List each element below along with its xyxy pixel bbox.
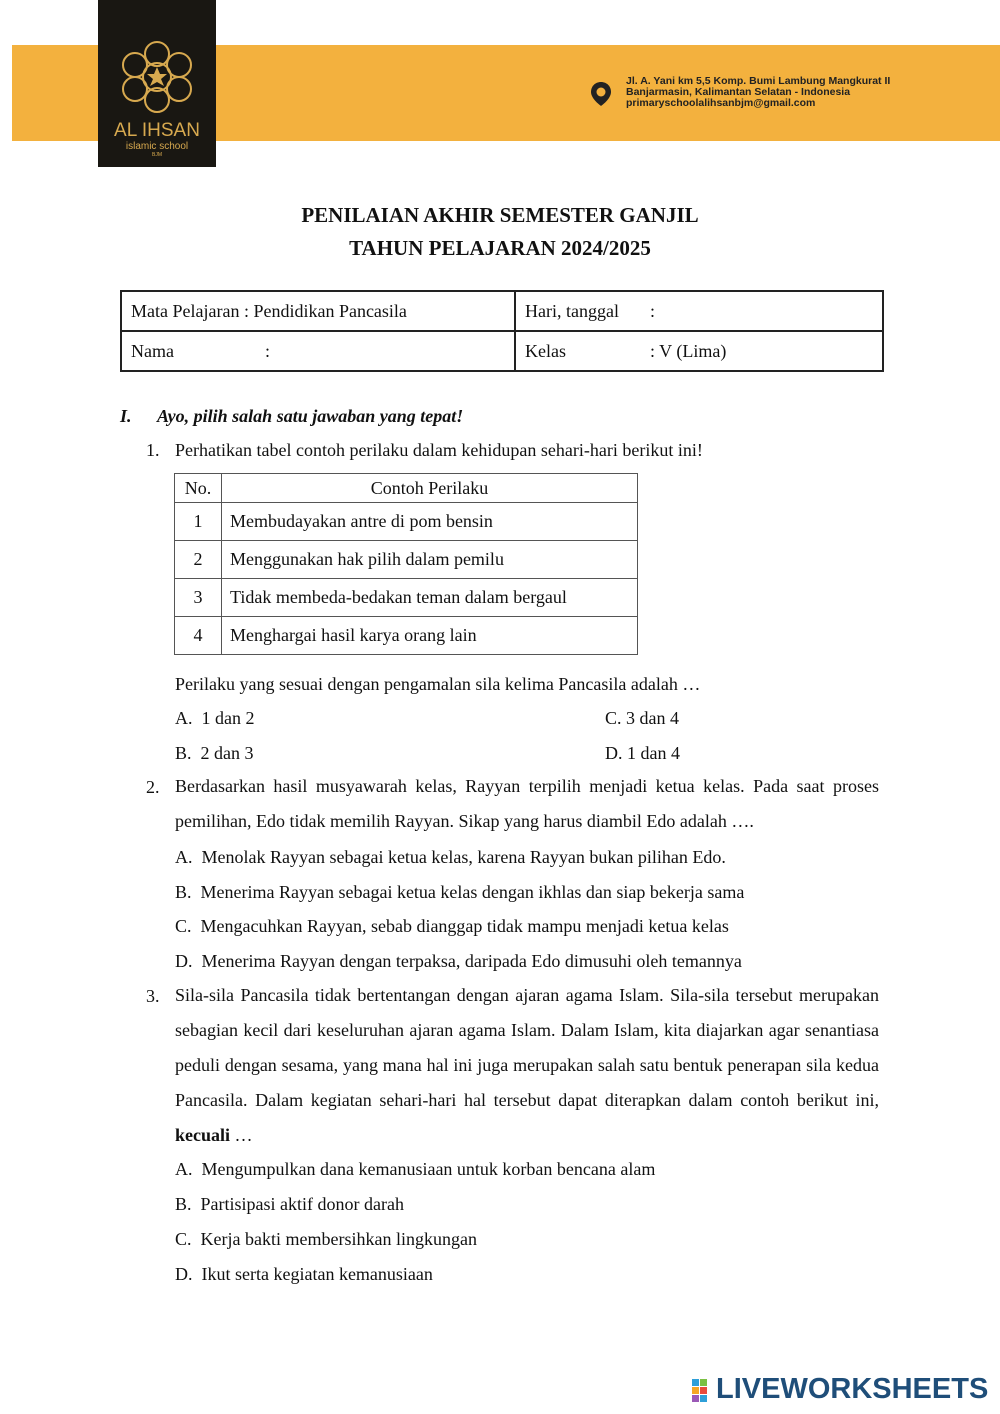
option-c[interactable] xyxy=(175,1228,477,1250)
liveworksheets-brand[interactable]: LIVEWORKSHEETS xyxy=(716,1373,989,1405)
name-value: : xyxy=(265,340,271,361)
option-text: Mengacuhkan Rayyan, sebab dianggap tidak mampu menjadi ketua kelas xyxy=(200,916,729,936)
option-b[interactable] xyxy=(175,881,744,903)
page-title: PENILAIAN AKHIR SEMESTER GANJIL xyxy=(301,203,699,227)
row-number: 3 xyxy=(175,579,222,617)
identity-table xyxy=(120,290,884,372)
day-label: Hari, tanggal xyxy=(525,300,619,321)
row-number: 4 xyxy=(175,617,222,655)
row-behavior: Membudayakan antre di pom bensin xyxy=(222,503,638,541)
row-number: 2 xyxy=(175,541,222,579)
question-number: 2. xyxy=(146,777,160,797)
question-text: Berdasarkan hasil musyawarah kelas, Rayyan terpilih menjadi ketua kelas. Pada saat proses pemilihan, Edo tidak memilih Rayyan. Sikap yang harus diambil Edo adalah …. xyxy=(175,776,879,831)
day-cell[interactable] xyxy=(515,291,883,331)
option-letter: B. xyxy=(175,743,192,763)
logo-subtitle: islamic school xyxy=(125,141,189,152)
page-subtitle: TAHUN PELAJARAN 2024/2025 xyxy=(349,236,651,260)
option-c[interactable] xyxy=(175,915,729,937)
option-text: Mengumpulkan dana kemanusiaan untuk korban bencana alam xyxy=(201,1159,656,1179)
option-letter: C. xyxy=(605,708,622,728)
option-d[interactable] xyxy=(605,742,680,764)
address-line: Banjarmasin, Kalimantan Selatan - Indonesia xyxy=(626,86,851,98)
row-behavior: Menghargai hasil karya orang lain xyxy=(222,617,638,655)
option-letter: D. xyxy=(175,1264,193,1284)
class-value: : V (Lima) xyxy=(650,340,727,361)
option-letter: B. xyxy=(175,1194,192,1214)
table-header: No. xyxy=(175,474,222,503)
option-letter: A. xyxy=(175,708,193,728)
option-c[interactable] xyxy=(605,707,679,729)
logo-name: AL IHSAN xyxy=(114,120,200,141)
name-cell[interactable] xyxy=(121,331,515,371)
option-text: 1 dan 2 xyxy=(201,708,255,728)
option-letter: A. xyxy=(175,847,193,867)
row-number: 1 xyxy=(175,503,222,541)
option-text: 1 dan 4 xyxy=(627,743,680,763)
option-letter: D. xyxy=(605,743,623,763)
option-d[interactable] xyxy=(175,950,742,972)
option-letter: D. xyxy=(175,951,193,971)
option-a[interactable] xyxy=(175,707,255,729)
school-address xyxy=(626,76,890,109)
option-letter: C. xyxy=(175,1229,192,1249)
option-letter: C. xyxy=(175,916,192,936)
table-header: Contoh Perilaku xyxy=(222,474,638,503)
option-a[interactable] xyxy=(175,1158,655,1180)
star-ornament-icon xyxy=(108,34,206,120)
name-label: Nama xyxy=(131,340,174,361)
option-text: Menerima Rayyan dengan terpaksa, daripada Edo dimusuhi oleh temannya xyxy=(201,951,742,971)
day-value: : xyxy=(650,300,656,321)
table-row xyxy=(175,617,638,655)
question-text: Sila-sila Pancasila tidak bertentangan dengan ajaran agama Islam. Sila-sila tersebut merupakan sebagian kecil dari keseluruhan ajaran agama Islam. Dalam Islam, kita diajarkan agar senantiasa peduli dengan sesama, yang mana hal ini juga merupakan salah satu bentuk penerapan sila kedua Pancasila. Dalam kegiatan sehari-hari hal tersebut dapat diterapkan dalam contoh berikut ini, xyxy=(175,985,879,1110)
option-text: Partisipasi aktif donor darah xyxy=(200,1194,404,1214)
option-text: Ikut serta kegiatan kemanusiaan xyxy=(201,1264,433,1284)
question-number: 1. xyxy=(146,440,160,460)
option-letter: A. xyxy=(175,1159,193,1179)
table-row xyxy=(175,579,638,617)
option-d[interactable] xyxy=(175,1263,433,1285)
school-logo xyxy=(98,0,216,167)
behavior-table xyxy=(174,473,638,655)
table-row xyxy=(175,503,638,541)
table-row xyxy=(175,541,638,579)
question-text-block xyxy=(175,978,879,1153)
question-ellipsis: … xyxy=(234,1125,253,1145)
question-text: Perhatikan tabel contoh perilaku dalam kehidupan sehari-hari berikut ini! xyxy=(175,440,703,460)
option-letter: B. xyxy=(175,882,192,902)
location-pin-icon xyxy=(590,81,612,107)
question-emphasis: kecuali xyxy=(175,1125,231,1145)
option-text: Menolak Rayyan sebagai ketua kelas, karena Rayyan bukan pilihan Edo. xyxy=(201,847,726,867)
section-instruction: Ayo, pilih salah satu jawaban yang tepat! xyxy=(157,406,464,426)
row-behavior: Menggunakan hak pilih dalam pemilu xyxy=(222,541,638,579)
question-prompt: Perilaku yang sesuai dengan pengamalan sila kelima Pancasila adalah … xyxy=(175,674,701,694)
option-b[interactable] xyxy=(175,742,254,764)
question-number: 3. xyxy=(146,986,160,1006)
option-text: 2 dan 3 xyxy=(200,743,254,763)
logo-city: BJM xyxy=(152,152,162,158)
option-a[interactable] xyxy=(175,846,726,868)
email-line: primaryschoolalihsanbjm@gmail.com xyxy=(626,97,816,109)
class-label: Kelas xyxy=(525,340,566,361)
row-behavior: Tidak membeda-bedakan teman dalam bergaul xyxy=(222,579,638,617)
subject-label: Mata Pelajaran xyxy=(131,300,240,321)
subject-value: : Pendidikan Pancasila xyxy=(243,300,407,321)
class-cell xyxy=(515,331,883,371)
address-line: Jl. A. Yani km 5,5 Komp. Bumi Lambung Mangkurat II xyxy=(626,75,891,87)
subject-cell xyxy=(121,291,515,331)
option-text: Kerja bakti membersihkan lingkungan xyxy=(200,1229,477,1249)
liveworksheets-logo-icon xyxy=(692,1379,716,1403)
section-number: I. xyxy=(120,406,132,426)
option-text: Menerima Rayyan sebagai ketua kelas dengan ikhlas dan siap bekerja sama xyxy=(200,882,745,902)
option-text: 3 dan 4 xyxy=(626,708,680,728)
option-b[interactable] xyxy=(175,1193,404,1215)
